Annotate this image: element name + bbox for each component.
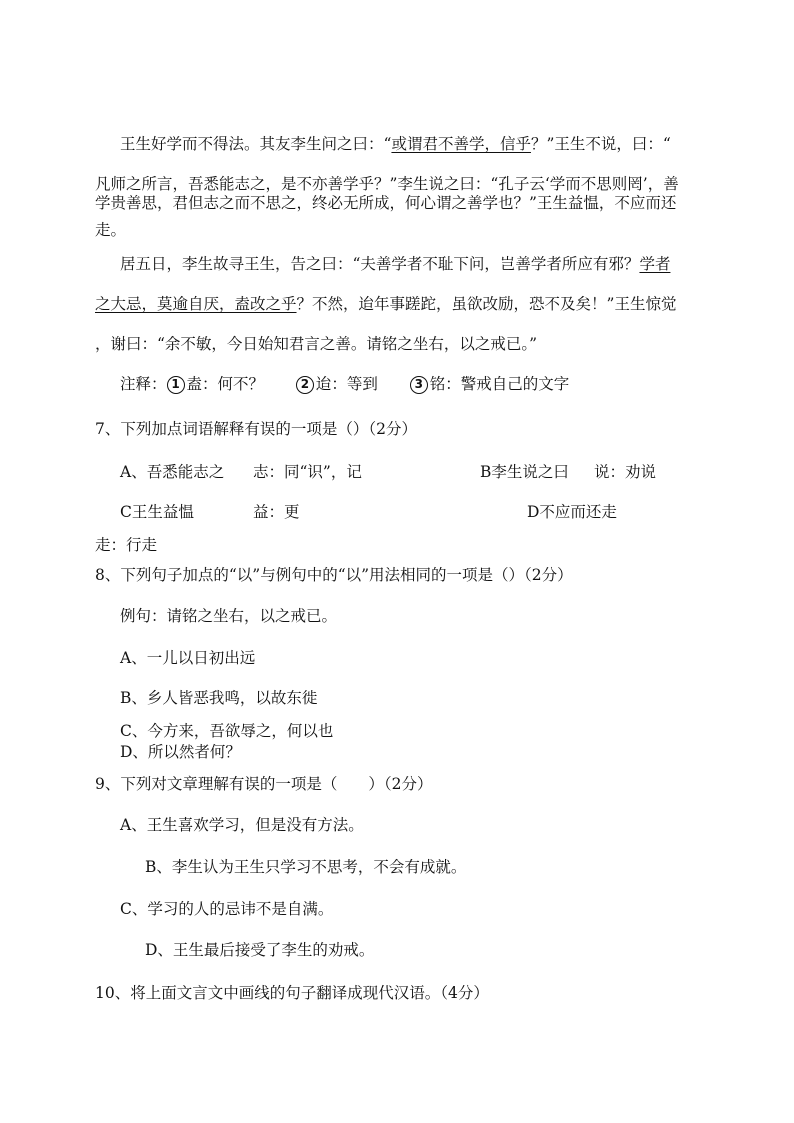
q8-stem: 8、下列句子加点的“以”与例句中的“以”用法相同的一项是（）（2分）: [95, 566, 573, 584]
text-segment: ？”王生不说，曰：“: [530, 135, 671, 153]
passage-p2-line2: [95, 294, 676, 314]
note-3: 铭：警戒自己的文字: [429, 375, 570, 393]
q8-option-d: D、所以然者何？: [120, 743, 241, 761]
note-2: 迨：等到: [315, 375, 378, 393]
q10-stem: 10、将上面文言文中画线的句子翻译成现代汉语。（4分）: [95, 984, 489, 1002]
underlined-sentence-2-start: 学者: [639, 255, 671, 273]
circled-number-2-icon: 2: [296, 376, 314, 394]
q7-option-a-text: A、吾悉能志之: [120, 463, 225, 481]
text-segment: 王生好学而不得法。其友李生问之曰：“: [120, 135, 392, 153]
q7-option-b-text: B李生说之曰: [480, 463, 569, 481]
passage-p1-line4: 走。: [95, 221, 127, 239]
passage-p1-line3: 学贵善思，君但志之而不思之，终必无所成，何心谓之善学也？”王生益愠，不应而还: [95, 194, 677, 212]
q7-option-d-text: D不应而还走: [527, 503, 617, 521]
notes-label: 注释：: [120, 375, 167, 393]
q7-stem: 7、下列加点词语解释有误的一项是（）（2分）: [95, 420, 417, 438]
text-segment: 居五日，李生故寻王生，告之曰：“夫善学者不耻下问，岂善学者所应有邪？: [120, 255, 640, 273]
q8-option-b: B、乡人皆恶我鸣，以故东徙: [120, 689, 318, 707]
q9-option-d: D、王生最后接受了李生的劝戒。: [145, 941, 375, 959]
underlined-sentence-1: 或谓君不善学，信乎: [391, 135, 531, 153]
q8-example: 例句：请铭之坐右，以之戒已。: [120, 607, 338, 625]
passage-p2-line3: ，谢曰：“余不敏，今日始知君言之善。请铭之坐右，以之戒已。”: [95, 335, 538, 353]
circled-number-1-icon: 1: [167, 376, 185, 394]
q7-option-c-text: C王生益愠: [120, 503, 194, 521]
q8-option-c: C、今方来，吾欲辱之，何以也: [120, 722, 334, 740]
q7-option-d-gloss: 走：行走: [95, 536, 158, 554]
q7-option-c-gloss: 益：更: [253, 503, 300, 521]
circled-number-3-icon: 3: [410, 376, 428, 394]
q9-option-c: C、学习的人的忌讳不是自满。: [120, 900, 334, 918]
q8-option-a: A、一儿以日初出远: [120, 649, 256, 667]
q9-stem: 9、下列对文章理解有误的一项是（ ）（2分）: [95, 775, 433, 793]
passage-p2-line1: [120, 254, 670, 274]
underlined-sentence-2-end: 之大忌，莫逾自厌，盍改之乎: [95, 295, 297, 313]
q7-option-b-gloss: 说：劝说: [594, 463, 657, 481]
text-segment: ？不然，迨年事蹉跎，虽欲改励，恐不及矣！”王生惊觉: [296, 295, 677, 313]
passage-p1-line1: [120, 134, 671, 154]
q7-option-a-gloss: 志：同“识”，记: [253, 463, 362, 481]
passage-p1-line2: 凡师之所言，吾悉能志之，是不亦善学乎？”李生说之曰：“孔子云‘学而不思则罔’，善: [95, 175, 679, 193]
q9-option-a: A、王生喜欢学习，但是没有方法。: [120, 816, 364, 834]
note-1: 盍：何不？: [186, 375, 265, 393]
q9-option-b: B、李生认为王生只学习不思考，不会有成就。: [145, 858, 467, 876]
annotation-notes: [120, 374, 569, 394]
